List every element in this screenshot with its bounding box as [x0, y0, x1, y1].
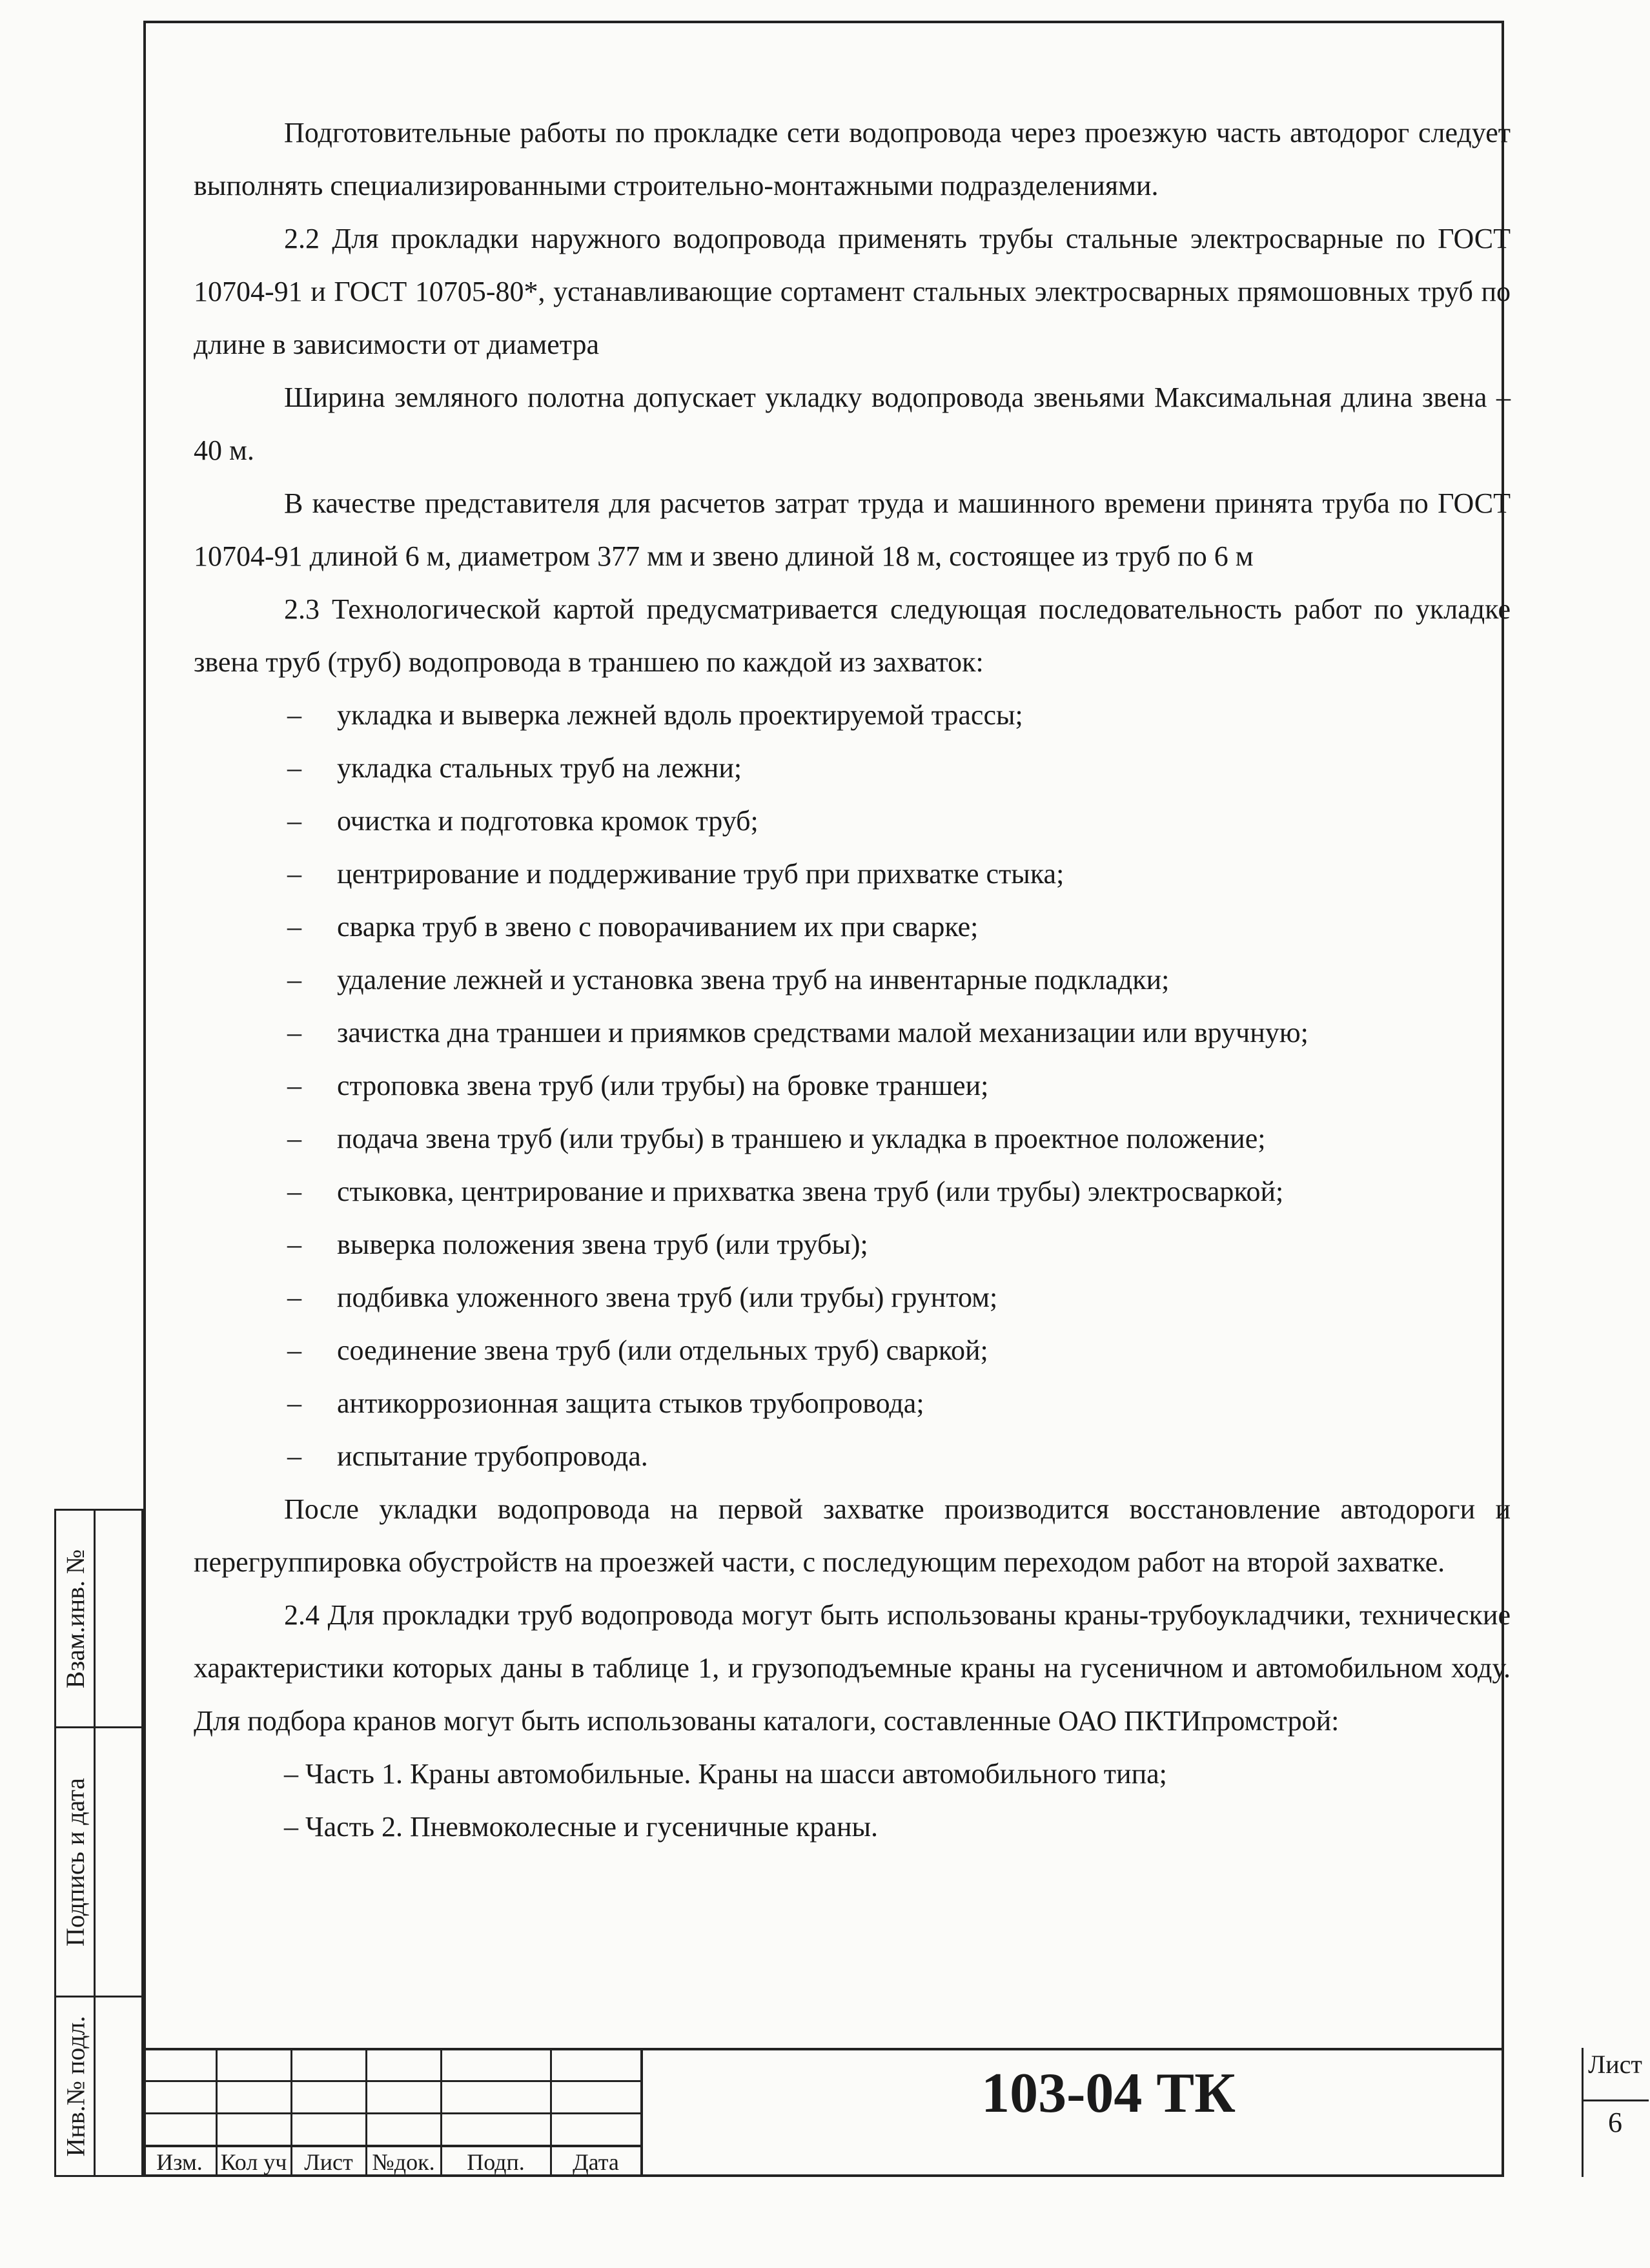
list-item	[194, 1271, 1511, 1324]
list-dash: –	[287, 1387, 301, 1419]
document-code: 103-04 ТК	[981, 2062, 1236, 2125]
list-item	[194, 1006, 1511, 1059]
list-item	[194, 1059, 1511, 1112]
sheet-number: 6	[1608, 2107, 1622, 2138]
list-item-text: подбивка уложенного звена труб (или трубы) грунтом;	[337, 1282, 998, 1313]
list-dash: –	[287, 699, 301, 731]
list-item	[194, 1112, 1511, 1165]
list-item	[194, 1377, 1511, 1430]
list-dash: –	[287, 1070, 301, 1101]
list-item-text: удаление лежней и установка звена труб на инвентарные подкладки;	[337, 964, 1170, 996]
list-dash: –	[287, 964, 301, 996]
list-item-text: укладка стальных труб на лежни;	[337, 752, 742, 784]
list-item	[194, 689, 1511, 742]
col-list: Лист	[304, 2149, 353, 2175]
sheet-label: Лист	[1588, 2050, 1642, 2079]
work-sequence-list	[194, 689, 1511, 1483]
list-item-text: стыковка, центрирование и прихватка звена труб (или трубы) электросваркой;	[337, 1176, 1284, 1207]
list-dash: –	[287, 911, 301, 943]
document-body	[194, 107, 1511, 1854]
list-item-text: очистка и подготовка кромок труб;	[337, 805, 759, 837]
list-item-text: выверка положения звена труб (или трубы);	[337, 1229, 868, 1260]
paragraph-embankment-width: Ширина земляного полотна допускает укладку водопровода звеньями Максимальная длина звена – 40 м.	[194, 382, 1511, 466]
margin-cell-podpis	[54, 1726, 143, 1997]
list-dash: –	[287, 752, 301, 784]
list-item	[194, 1324, 1511, 1377]
list-dash: –	[287, 1123, 301, 1154]
title-block	[143, 2048, 1642, 2177]
col-izm: Изм.	[156, 2149, 203, 2175]
list-item-text: сварка труб в звено с поворачиванием их при сварке;	[337, 911, 979, 943]
paragraph-2-2: 2.2 Для прокладки наружного водопровода применять трубы стальные электросварные по ГОСТ 10704-91 и ГОСТ 10705-80*, устанавливающие сортамент стальных электросварных прямошовных труб по длине в зависимости от диаметра	[194, 223, 1511, 360]
catalog-part-1: – Часть 1. Краны автомобильные. Краны на шасси автомобильного типа;	[284, 1758, 1167, 1790]
catalog-part-2: – Часть 2. Пневмоколесные и гусеничные краны.	[284, 1811, 879, 1843]
margin-label-vzam: Взам.инв. №	[61, 1549, 90, 1688]
paragraph-preparatory-works: Подготовительные работы по прокладке сети водопровода через проезжую часть автодорог следует выполнять специализированными строительно-монтажными подразделениями.	[194, 117, 1511, 201]
list-item-text: центрирование и поддерживание труб при прихватке стыка;	[337, 858, 1064, 890]
list-item-text: зачистка дна траншеи и приямков средствами малой механизации или вручную;	[337, 1017, 1309, 1048]
list-item-text: испытание трубопровода.	[337, 1440, 648, 1472]
list-item-text: антикоррозионная защита стыков трубопровода;	[337, 1387, 924, 1419]
list-item	[194, 954, 1511, 1006]
list-dash: –	[287, 805, 301, 837]
list-item	[194, 742, 1511, 795]
list-item-text: строповка звена труб (или трубы) на бровке траншеи;	[337, 1070, 989, 1101]
col-kol-uch: Кол уч	[220, 2149, 287, 2175]
paragraph-2-3: 2.3 Технологической картой предусматривается следующая последовательность работ по укладке звена труб (труб) водопровода в траншею по каждой из захваток:	[194, 593, 1511, 678]
list-item-text: соединение звена труб (или отдельных труб) сваркой;	[337, 1334, 988, 1366]
list-dash: –	[287, 858, 301, 890]
margin-label-podpis: Подпись и дата	[61, 1777, 90, 1946]
list-item	[194, 1218, 1511, 1271]
left-margin-stamp	[54, 1509, 143, 2177]
list-item	[194, 1430, 1511, 1483]
margin-cell-vzam	[54, 1509, 143, 1728]
col-podp: Подп.	[467, 2149, 525, 2175]
list-dash: –	[287, 1334, 301, 1366]
paragraph-after-laying: После укладки водопровода на первой захватке производится восстановление автодороги и перегруппировка обустройств на проезжей части, с последующим переходом работ на второй захватке.	[194, 1493, 1511, 1578]
list-item	[194, 1165, 1511, 1218]
list-dash: –	[287, 1282, 301, 1313]
list-dash: –	[287, 1017, 301, 1048]
paragraph-2-4: 2.4 Для прокладки труб водопровода могут быть использованы краны-трубоукладчики, технические характеристики которых даны в таблице 1, и грузоподъемные краны на гусеничном и автомобильном ходу. Для подбора кранов могут быть использованы каталоги, составленные ОАО ПКТИпромстрой:	[194, 1599, 1511, 1737]
col-ndok: №док.	[372, 2149, 435, 2175]
list-item-text: укладка и выверка лежней вдоль проектируемой трассы;	[337, 699, 1023, 731]
margin-cell-inv	[54, 1996, 143, 2177]
paragraph-representative-pipe: В качестве представителя для расчетов затрат труда и машинного времени принята труба по ГОСТ 10704-91 длиной 6 м, диаметром 377 мм и звено длиной 18 м, состоящее из труб по 6 м	[194, 487, 1511, 572]
col-data: Дата	[573, 2149, 619, 2175]
list-dash: –	[287, 1229, 301, 1260]
list-dash: –	[287, 1176, 301, 1207]
list-item	[194, 795, 1511, 848]
list-dash: –	[287, 1440, 301, 1472]
list-item	[194, 901, 1511, 954]
list-item	[194, 848, 1511, 901]
margin-label-inv: Инв.№ подл.	[61, 2016, 90, 2157]
list-item-text: подача звена труб (или трубы) в траншею и укладка в проектное положение;	[337, 1123, 1266, 1154]
